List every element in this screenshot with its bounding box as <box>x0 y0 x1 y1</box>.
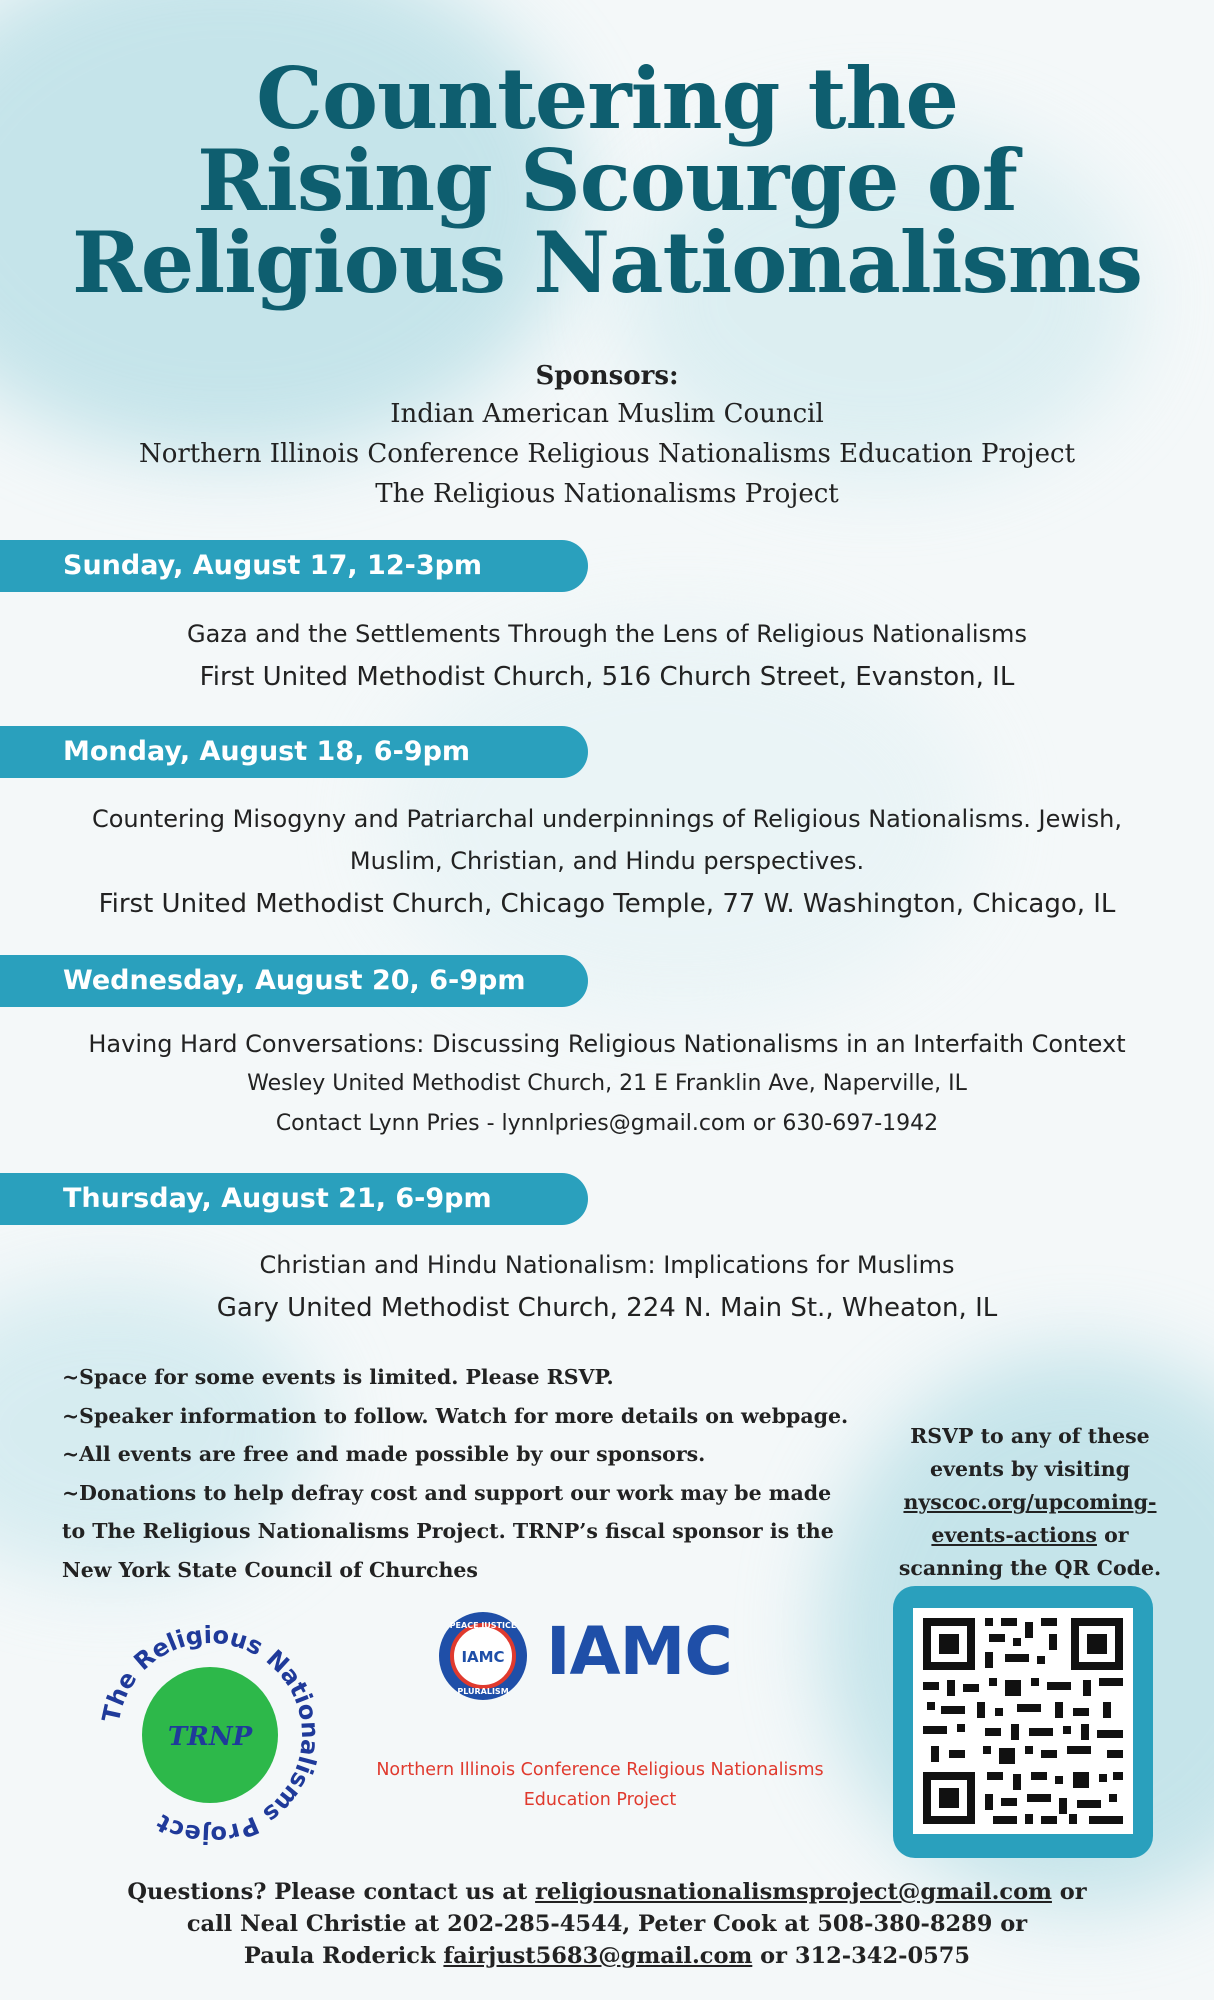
qr-code[interactable] <box>913 1608 1133 1834</box>
sponsors-block <box>0 358 1214 514</box>
event-location: Gary United Methodist Church, 224 N. Main St., Wheaton, IL <box>216 1293 998 1323</box>
event-contact: Contact Lynn Pries - lynnlpries@gmail.com or 630-697-1942 <box>275 1111 939 1136</box>
event-location: Wesley United Methodist Church, 21 E Franklin Ave, Naperville, IL <box>247 1071 967 1096</box>
title-line: Countering the <box>256 49 958 148</box>
event-date-band: Sunday, August 17, 12-3pm <box>0 540 588 592</box>
notes-block <box>62 1358 862 1589</box>
event-title: Muslim, Christian, and Hindu perspectives. <box>349 847 865 875</box>
nic-line: Education Project <box>523 1790 677 1810</box>
event-location: First United Methodist Church, 516 Church Street, Evanston, IL <box>199 662 1015 692</box>
rsvp-block <box>885 1420 1175 1585</box>
event-location: First United Methodist Church, Chicago Temple, 77 W. Washington, Chicago, IL <box>98 889 1116 919</box>
note-line: ~Space for some events is limited. Please RSVP. <box>62 1365 614 1389</box>
event-title: Christian and Hindu Nationalism: Implications for Muslims <box>259 1251 955 1279</box>
rsvp-text: events by visiting <box>930 1457 1130 1481</box>
note-line: ~All events are free and made possible by our sponsors. <box>62 1442 706 1466</box>
iamc-ring-top: PEACE JUSTICE <box>449 1621 517 1630</box>
iamc-badge-text: IAMC <box>461 1648 505 1666</box>
title-line: Rising Scourge of <box>197 131 1017 230</box>
event-title: Having Hard Conversations: Discussing Religious Nationalisms in an Interfaith Context <box>88 1030 1126 1058</box>
note-line: New York State Council of Churches <box>62 1557 478 1582</box>
iamc-wordmark: IAMC <box>546 1613 732 1690</box>
sponsor-item: Indian American Muslim Council <box>390 399 824 429</box>
title-line: Religious Nationalisms <box>71 213 1143 312</box>
note-line: ~Donations to help defray cost and support our work may be made <box>62 1480 832 1505</box>
event-details <box>0 613 1214 699</box>
rsvp-text: scanning the QR Code. <box>898 1556 1162 1580</box>
trnp-logo <box>100 1625 320 1845</box>
nic-line: Northern Illinois Conference Religious Nationalisms <box>376 1760 824 1780</box>
trnp-logo-icon <box>100 1625 320 1845</box>
iamc-logo <box>428 1608 758 1704</box>
email-link[interactable]: religiousnationalismsproject@gmail.com <box>535 1879 1052 1905</box>
footer-text: or <box>1051 1879 1087 1905</box>
sponsor-item: Northern Illinois Conference Religious Nationalisms Education Project <box>138 439 1076 469</box>
event-date-band: Monday, August 18, 6-9pm <box>0 726 588 778</box>
event-details <box>0 798 1214 926</box>
note-line: to The Religious Nationalisms Project. TRNP’s fiscal sponsor is the <box>62 1519 834 1543</box>
event-title: Gaza and the Settlements Through the Lens of Religious Nationalisms <box>187 620 1027 648</box>
rsvp-link[interactable]: events-actions <box>931 1523 1097 1547</box>
event-details <box>0 1244 1214 1330</box>
event-date-band: Thursday, August 21, 6-9pm <box>0 1173 588 1225</box>
qr-code-frame <box>893 1586 1153 1858</box>
iamc-badge-icon <box>428 1608 538 1704</box>
trnp-center-text: TRNP <box>167 1722 253 1752</box>
footer-text: Paula Roderick <box>243 1943 444 1969</box>
rsvp-text: RSVP to any of these <box>910 1424 1150 1448</box>
email-link[interactable]: fairjust5683@gmail.com <box>443 1943 753 1969</box>
footer-text: Questions? Please contact us at <box>127 1879 536 1905</box>
sponsor-item: The Religious Nationalisms Project <box>375 479 839 509</box>
page-title <box>0 49 1214 312</box>
sponsors-heading: Sponsors: <box>535 361 679 391</box>
note-line: ~Speaker information to follow. Watch for more details on webpage. <box>62 1403 849 1428</box>
event-date-band: Wednesday, August 20, 6-9pm <box>0 955 588 1007</box>
trnp-ring-text: he Religious Natio lisms Project <box>101 1625 320 1845</box>
rsvp-link[interactable]: nyscoc.org/upcoming- <box>903 1490 1157 1514</box>
footer-text: call Neal Christie at 202-285-4544, Peter Cook at 508-380-8289 or <box>186 1911 1028 1937</box>
rsvp-text: or <box>1096 1523 1129 1547</box>
contact-footer <box>0 1876 1214 1972</box>
iamc-ring-bottom: PLURALISM <box>457 1687 509 1696</box>
event-details <box>0 1024 1214 1144</box>
qr-code-icon <box>913 1608 1133 1834</box>
footer-text: or 312-342-0575 <box>752 1943 971 1969</box>
nic-logo-text <box>360 1755 840 1815</box>
event-title: Countering Misogyny and Patriarchal underpinnings of Religious Nationalisms. Jewish, <box>91 805 1123 833</box>
